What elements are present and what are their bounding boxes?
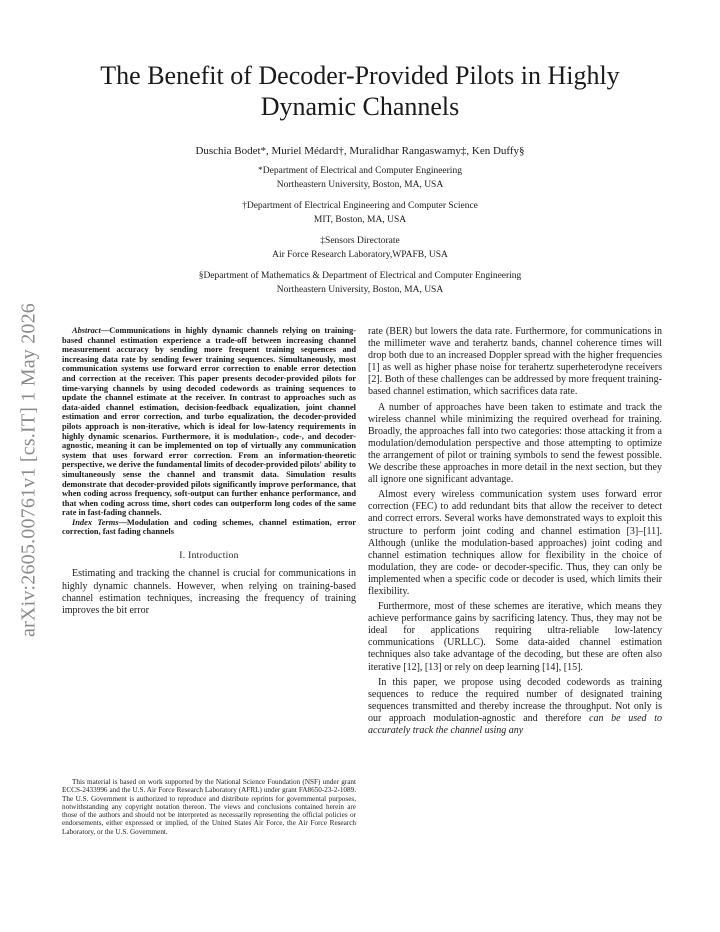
intro-paragraph: Estimating and tracking the channel is crucial for communications in highly dynamic channels. However, when relying on training-based channel estimation techniques, increasing the frequency of training improves the bit error [62,568,356,616]
funding-footnote: This material is based on work supported by the National Science Foundation (NSF) under grant ECCS-2433996 and the U.S. Air Force Research Laboratory (AFRL) under grant FA8650-23-2-1089. The U.S. Government is authorized to reproduce and distribute reprints for governmental purposes, notwithstanding any copyright notation thereon. The views and conclusions contained herein are those of the authors and should not be interpreted as necessarily representing the official policies or endorsements, either expressed or implied, of the United States Air Force, the Air Force Research Laboratory, or the U.S. Government. [62,778,356,836]
body-paragraph: Almost every wireless communication system uses forward error correction (FEC) to add redundant bits that allow the receiver to detect and correct errors. Several works have demonstrated ways to exploit this structure to perform joint coding and channel estimation [3]–[11]. Although (unlike the modulation-based approaches) joint coding and channel estimation techniques allow for flexibility in the choice of modulation, they are code- or decoder-specific. Thus, they can only be implemented when a specific code or decoder is used, which limits their flexibility. [368,489,662,597]
affiliation-2 [70,199,650,227]
arxiv-stamp [14,270,44,670]
affiliation-3 [70,234,650,262]
affiliation-1 [70,164,650,192]
arxiv-stamp-text: arXiv:2605.00761v1 [cs.IT] 1 May 2026 [17,302,40,638]
body-paragraph: Furthermore, most of these schemes are iterative, which means they achieve performance gains by sacrificing latency. Thus, they may not be ideal for applications requiring ultra-reliable low-latency communications (URLLC). Some data-aided channel estimation techniques also take advantage of the decoding, but these are often also iterative [12], [13] or rely on deep learning [14], [15]. [368,601,662,673]
last-paragraph-italic: can be used to accurately track the channel using any [368,712,662,736]
abstract-label: Abstract [72,326,101,335]
index-terms-label: Index Terms [72,517,119,527]
body-paragraph: A number of approaches have been taken to estimate and track the wireless channel while minimizing the required overhead for training. Broadly, the approaches fall into two categories: those attacking it from a modulation/demodulation perspective and those attempting to optimize the arrangement of pilot or training symbols to send the fewest possible. We describe these approaches in more detail in the next section, but they all ignore one significant advantage. [368,401,662,486]
affiliation-4-inst: Northeastern University, Boston, MA, USA [276,285,444,295]
author-list: Duschia Bodet*, Muriel Médard†, Muralidhar Rangaswamy‡, Ken Duffy§ [195,145,525,157]
title-line-1: The Benefit of Decoder-Provided Pilots in Highly [100,61,620,90]
left-column [62,326,356,617]
abstract [62,326,356,518]
paper-title [70,60,650,122]
affiliation-3-inst: Air Force Research Laboratory,WPAFB, USA [272,250,448,260]
affiliation-1-dept: *Department of Electrical and Computer Engineering [258,166,462,176]
right-column [368,326,662,737]
index-terms-text: —Modulation and coding schemes, channel estimation, error correction, fast fading channels [62,517,356,537]
affiliation-3-dept: ‡Sensors Directorate [320,236,400,246]
body-paragraph: rate (BER) but lowers the data rate. Furthermore, for communications in the millimeter wave and terahertz bands, channel coherence times will drop both due to an increased Doppler spread with the higher frequencies [1] as well as higher phase noise for terahertz superheterodyne receivers [2]. Both of these challenges can be addressed by more frequent training-based channel estimation, which sacrifices data rate. [368,326,662,398]
index-terms [62,518,356,537]
abstract-text: —Communications in highly dynamic channels relying on training-based channel estimation experience a trade-off between increasing channel measurement accuracy by sending more frequent training sequences and increasing data rate by sending fewer training sequences. Simultaneously, most communication systems use forward error correction to enable error detection and correction at the receiver. This paper presents decoder-provided pilots for time-varying channels by using decoded codewords as training sequences to update the channel estimate at the receiver. In contrast to approaches such as data-aided channel estimation, decision-feedback equalization, joint channel estimation and error correction, and turbo equalization, the decoder-provided pilots approach is non-iterative, which is ideal for low-latency requirements in highly dynamic scenarios. Furthermore, it is modulation-, code-, and decoder- agnostic, meaning it can be implemented on top of virtually any communication system that uses forward error correction. From an information-theoretic perspective, we derive the fundamental limits of decoder-provided pilots' ability to simultaneously sense the channel and transmit data. Simulation results demonstrate that decoder-provided pilots significantly improve performance, that when coding across frequency, soft-output can further enhance performance, and that when coding across time, short codes can outperform long codes of the same rate in fast-fading channels. [62,326,356,518]
body-paragraph-last [368,677,662,737]
affiliation-2-dept: †Department of Electrical Engineering and Computer Science [242,201,478,211]
title-line-2: Dynamic Channels [260,92,460,121]
last-paragraph-text: In this paper, we propose using decoded codewords as training sequences to reduce the required number of designated training sequences transmitted and thereby increase the throughput. Not only is our approach modulation-agnostic and therefore [368,676,662,724]
section-heading: I. Introduction [179,551,239,562]
affiliation-4-dept: §Department of Mathematics & Department of Electrical and Computer Engineering [198,271,522,281]
affiliation-4 [70,269,650,297]
affiliation-2-inst: MIT, Boston, MA, USA [313,215,407,225]
affiliation-1-inst: Northeastern University, Boston, MA, USA [276,180,444,190]
